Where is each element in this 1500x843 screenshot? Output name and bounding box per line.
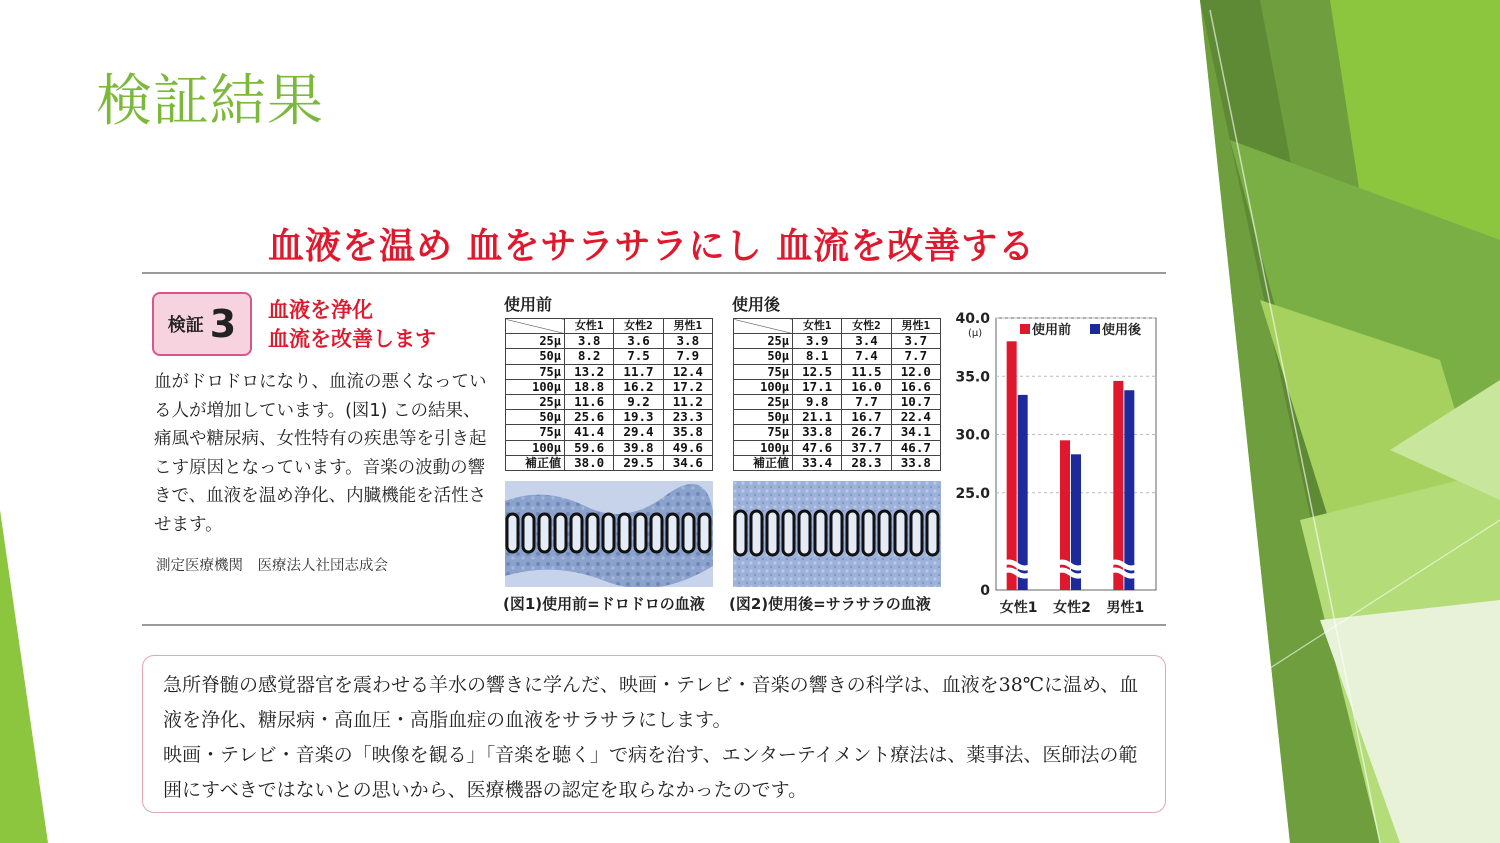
top-divider — [142, 272, 1166, 274]
table-header-cell: 女性2 — [842, 319, 891, 334]
value-cell: 3.8 — [663, 334, 712, 349]
value-cell: 8.1 — [793, 349, 842, 364]
value-cell: 7.7 — [842, 394, 891, 409]
value-cell: 10.7 — [891, 394, 940, 409]
table-header-cell: 男性1 — [663, 319, 712, 334]
x-tick-label: 女性2 — [1053, 600, 1091, 616]
loop-mark — [751, 511, 762, 555]
loop-mark — [651, 514, 662, 552]
left-corner-shard — [0, 510, 48, 843]
value-cell: 13.2 — [565, 364, 614, 379]
value-cell: 17.2 — [663, 379, 712, 394]
value-cell: 59.6 — [565, 440, 614, 455]
value-cell: 16.0 — [842, 379, 891, 394]
x-tick-label: 女性1 — [999, 600, 1038, 616]
value-cell: 47.6 — [793, 440, 842, 455]
y-tick-label: 30.0 — [955, 427, 990, 444]
legend-label: 使用後 — [1102, 323, 1142, 338]
table-header-row — [734, 319, 941, 334]
value-cell: 46.7 — [891, 440, 940, 455]
blood-photo-after — [733, 481, 941, 587]
value-cell: 19.3 — [614, 410, 663, 425]
value-cell: 16.7 — [842, 410, 891, 425]
value-cell: 49.6 — [663, 440, 712, 455]
figure2-caption: (図2)使用後=サラサラの血液 — [729, 595, 931, 613]
value-cell: 29.5 — [614, 455, 663, 470]
value-cell: 11.6 — [565, 394, 614, 409]
table-row — [506, 455, 713, 470]
value-cell: 9.8 — [793, 394, 842, 409]
table-row — [506, 410, 713, 425]
value-cell: 11.5 — [842, 364, 891, 379]
slide-title: 検証結果 — [96, 69, 324, 134]
loop-mark — [699, 514, 710, 552]
loop-mark — [603, 514, 614, 552]
table-row — [734, 394, 941, 409]
value-cell: 26.7 — [842, 425, 891, 440]
loop-mark — [619, 514, 630, 552]
value-cell: 33.8 — [891, 455, 940, 470]
table-header-cell: 女性1 — [565, 319, 614, 334]
institution: 測定医療機関 医療法人社団志成会 — [156, 558, 388, 574]
bottom-divider — [142, 624, 1166, 626]
table-header-cell: 男性1 — [891, 319, 940, 334]
table-before-label: 使用前 — [504, 295, 553, 314]
row-label-cell: 50μ — [734, 410, 793, 425]
headline: 血液を温め 血をサラサラにし 血流を改善する — [268, 226, 1036, 267]
legend-swatch — [1090, 324, 1100, 334]
row-label-cell: 50μ — [734, 349, 793, 364]
loop-mark — [783, 511, 794, 555]
table-header-cell — [506, 319, 565, 334]
value-cell: 34.6 — [663, 455, 712, 470]
loop-mark — [555, 514, 566, 552]
row-label-cell: 50μ — [506, 349, 565, 364]
value-cell: 34.1 — [891, 425, 940, 440]
table-row — [734, 455, 941, 470]
legend-swatch — [1020, 324, 1030, 334]
loop-mark — [847, 511, 858, 555]
badge-label: 検証 — [167, 315, 204, 336]
row-label-cell: 100μ — [506, 379, 565, 394]
row-label-cell: 100μ — [506, 440, 565, 455]
table-row — [734, 410, 941, 425]
x-tick-label: 男性1 — [1106, 600, 1145, 616]
row-label-cell: 補正値 — [734, 455, 793, 470]
y-tick-label: 40.0 — [955, 311, 990, 327]
table-before — [505, 318, 713, 471]
loop-mark — [799, 511, 810, 555]
row-label-cell: 75μ — [506, 364, 565, 379]
value-cell: 7.5 — [614, 349, 663, 364]
table-after — [733, 318, 941, 471]
row-label-cell: 25μ — [734, 334, 793, 349]
table-row — [506, 440, 713, 455]
table-row — [506, 425, 713, 440]
value-cell: 3.4 — [842, 334, 891, 349]
value-cell: 3.6 — [614, 334, 663, 349]
legend-label: 使用前 — [1032, 323, 1072, 338]
loop-mark — [667, 514, 678, 552]
value-cell: 7.9 — [663, 349, 712, 364]
badge-number: 3 — [209, 302, 237, 346]
table-row — [734, 364, 941, 379]
row-label-cell: 100μ — [734, 379, 793, 394]
table-row — [734, 379, 941, 394]
value-cell: 12.4 — [663, 364, 712, 379]
figure1-caption: (図1)使用前=ドロドロの血液 — [503, 595, 705, 613]
value-cell: 41.4 — [565, 425, 614, 440]
loop-mark — [539, 514, 550, 552]
value-cell: 21.1 — [793, 410, 842, 425]
table-row — [506, 379, 713, 394]
row-label-cell: 75μ — [506, 425, 565, 440]
loop-mark — [571, 514, 582, 552]
value-cell: 8.2 — [565, 349, 614, 364]
y-tick-label: 25.0 — [955, 485, 990, 502]
blood-photo-before — [505, 481, 713, 587]
row-label-cell: 100μ — [734, 440, 793, 455]
table-row — [506, 349, 713, 364]
row-label-cell: 25μ — [506, 394, 565, 409]
value-cell: 33.8 — [793, 425, 842, 440]
value-cell: 28.3 — [842, 455, 891, 470]
bar-1-0 — [1018, 395, 1028, 590]
value-cell: 12.5 — [793, 364, 842, 379]
subheading-line-2: 血流を改善します — [268, 327, 436, 351]
row-label-cell: 補正値 — [506, 455, 565, 470]
subheading — [268, 296, 436, 354]
table-header-cell — [734, 319, 793, 334]
loop-mark — [507, 514, 518, 552]
table-row — [506, 334, 713, 349]
value-cell: 3.7 — [891, 334, 940, 349]
loop-mark — [863, 511, 874, 555]
note-box — [142, 655, 1166, 813]
value-cell: 17.1 — [793, 379, 842, 394]
value-cell: 11.2 — [663, 394, 712, 409]
verification-badge — [152, 292, 252, 356]
table-header-row — [506, 319, 713, 334]
loop-mark — [879, 511, 890, 555]
row-label-cell: 50μ — [506, 410, 565, 425]
table-row — [734, 440, 941, 455]
value-cell: 9.2 — [614, 394, 663, 409]
y-tick-label: 0 — [980, 583, 990, 599]
row-label-cell: 25μ — [506, 334, 565, 349]
value-cell: 11.7 — [614, 364, 663, 379]
note-paragraph-1: 急所脊髄の感覚器官を震わせる羊水の響きに学んだ、映画・テレビ・音楽の響きの科学は、血液を38℃に温め、血液を浄化、糖尿病・高血圧・高脂血症の血液をサラサラにします。 — [163, 674, 1139, 731]
value-cell: 18.8 — [565, 379, 614, 394]
bar-0-0 — [1007, 341, 1017, 590]
value-cell: 12.0 — [891, 364, 940, 379]
bar-chart — [944, 306, 1166, 622]
table-row — [506, 364, 713, 379]
y-unit-label: (μ) — [968, 328, 983, 339]
value-cell: 16.6 — [891, 379, 940, 394]
table-header-cell: 女性2 — [614, 319, 663, 334]
body-text: 血がドロドロになり、血流の悪くなっている人が増加しています。(図1) この結果、痛風や糖尿病、女性特有の疾患等を引き起こす原因となっています。音楽の波動の響きで、血液を温め浄化、内臓機能を活性させます。 — [154, 372, 487, 535]
value-cell: 16.2 — [614, 379, 663, 394]
loop-mark — [635, 514, 646, 552]
row-label-cell: 25μ — [734, 394, 793, 409]
table-row — [506, 394, 713, 409]
table-row — [734, 334, 941, 349]
value-cell: 3.8 — [565, 334, 614, 349]
loop-mark — [911, 511, 922, 555]
bar-0-2 — [1113, 381, 1123, 590]
value-cell: 3.9 — [793, 334, 842, 349]
loop-mark — [831, 511, 842, 555]
value-cell: 33.4 — [793, 455, 842, 470]
loop-mark — [815, 511, 826, 555]
value-cell: 39.8 — [614, 440, 663, 455]
loop-mark — [895, 511, 906, 555]
value-cell: 22.4 — [891, 410, 940, 425]
row-label-cell: 75μ — [734, 364, 793, 379]
loop-mark — [523, 514, 534, 552]
subheading-line-1: 血液を浄化 — [268, 298, 373, 322]
value-cell: 23.3 — [663, 410, 712, 425]
table-row — [734, 349, 941, 364]
loop-mark — [735, 511, 746, 555]
value-cell: 38.0 — [565, 455, 614, 470]
loop-mark — [587, 514, 598, 552]
value-cell: 7.7 — [891, 349, 940, 364]
table-row — [734, 425, 941, 440]
value-cell: 25.6 — [565, 410, 614, 425]
value-cell: 35.8 — [663, 425, 712, 440]
row-label-cell: 75μ — [734, 425, 793, 440]
note-paragraph-2: 映画・テレビ・音楽の「映像を観る」「音楽を聴く」で病を治す、エンターテイメント療法は、薬事法、医師法の範囲にすべきではないとの思いから、医療機器の認定を取らなかったのです。 — [163, 744, 1138, 801]
loop-mark — [683, 514, 694, 552]
y-tick-label: 35.0 — [955, 369, 990, 386]
value-cell: 37.7 — [842, 440, 891, 455]
loop-mark — [767, 511, 778, 555]
value-cell: 29.4 — [614, 425, 663, 440]
table-after-label: 使用後 — [732, 295, 781, 314]
table-header-cell: 女性1 — [793, 319, 842, 334]
value-cell: 7.4 — [842, 349, 891, 364]
bar-1-2 — [1124, 390, 1134, 590]
loop-mark — [927, 511, 938, 555]
